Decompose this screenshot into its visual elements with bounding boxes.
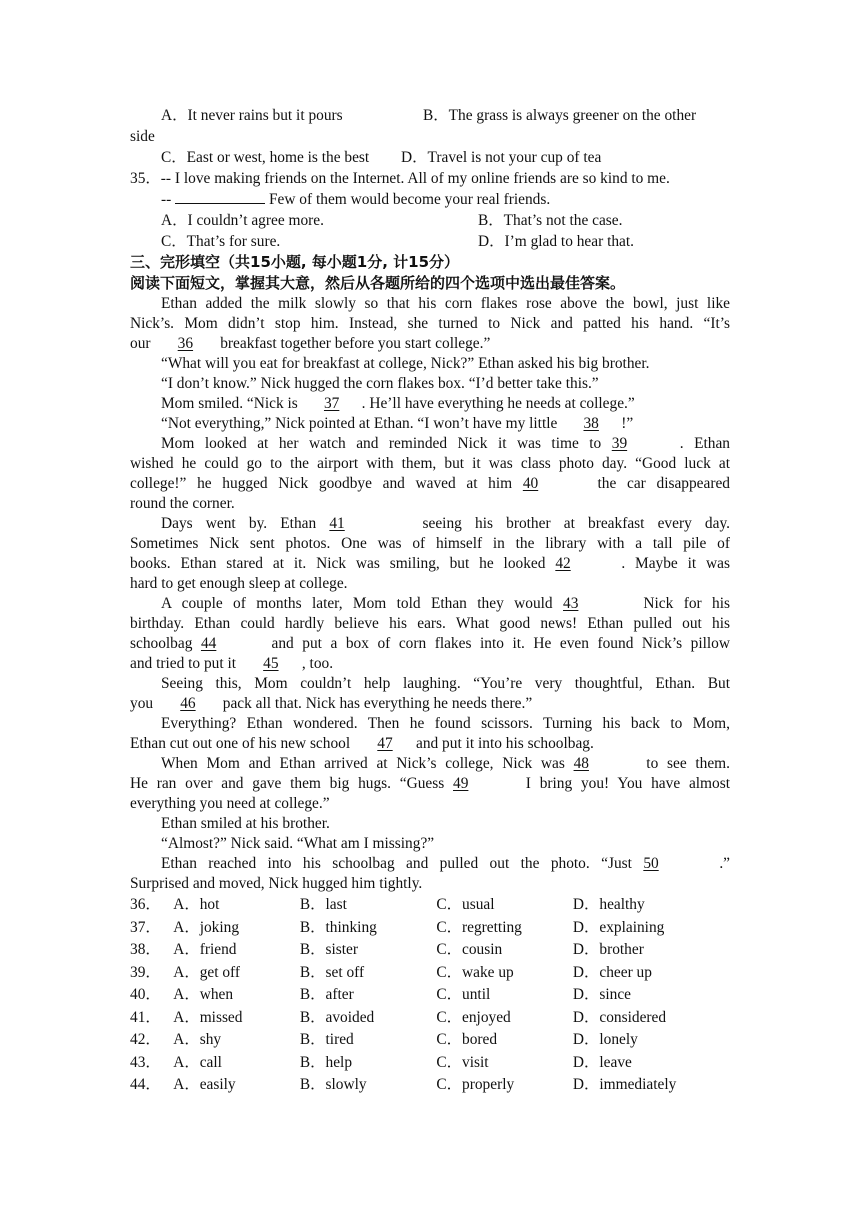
blank-49: 49 (453, 775, 469, 792)
passage-line: round the corner. (130, 495, 235, 512)
q35-option-b: B．That’s not the case. (478, 212, 623, 229)
passage-text: college!” he hugged Nick goodbye and waved at him (130, 475, 523, 492)
passage-text: Nick for his (633, 595, 730, 612)
passage-text: !” (621, 415, 634, 432)
answer-row-37 (130, 917, 730, 940)
option-b: B．tired (299, 1031, 354, 1048)
passage-text: “Not everything,” Nick pointed at Ethan. “I won’t have my little (161, 415, 562, 432)
q34-option-b: B．The grass is always greener on the other (423, 107, 697, 124)
passage-line: Nick’s. Mom didn’t stop him. Instead, she turned to Nick and patted his hand. “It’s (130, 315, 730, 332)
passage-line (130, 414, 730, 434)
passage-text: Days went by. Ethan (161, 515, 330, 532)
option-b: B．avoided (299, 1008, 375, 1026)
passage-line (130, 774, 730, 794)
passage-text: Mom looked at her watch and reminded Nick it was time to (161, 435, 612, 452)
passage-line (130, 854, 730, 874)
question-number: 40． (130, 986, 161, 1003)
question-number: 44． (130, 1076, 161, 1093)
blank-47: 47 (377, 735, 393, 752)
answer-row-42 (130, 1029, 730, 1052)
q35-options-row-2 (130, 231, 730, 252)
passage-line (130, 654, 730, 674)
passage-text: our (130, 335, 155, 352)
answer-row-43 (130, 1052, 730, 1075)
passage-line (130, 474, 730, 494)
passage-line: Ethan smiled at his brother. (161, 815, 330, 832)
option-a: A．missed (173, 1008, 243, 1026)
passage-text: .” (719, 855, 730, 872)
passage-line: Sometimes Nick sent photos. One was of himself in the library with a tall pile of (130, 535, 730, 552)
option-b: B．last (299, 896, 347, 913)
answer-row-38 (130, 939, 730, 962)
question-number: 39． (130, 963, 161, 981)
passage-text: . Maybe it was (621, 555, 730, 572)
q34-option-b-continuation (130, 126, 730, 147)
q34-option-c: C．East or west, home is the best (161, 149, 370, 166)
passage-text: seeing his brother at breakfast every day. (409, 515, 730, 532)
question-number: 36． (130, 896, 161, 913)
passage-text: books. Ethan stared at it. Nick was smiling, but he looked (130, 555, 556, 572)
blank-38: 38 (583, 415, 599, 432)
blank-44: 44 (200, 635, 217, 652)
passage-line (130, 594, 730, 614)
blank-45: 45 (263, 655, 279, 672)
q34-option-d: D．Travel is not your cup of tea (401, 149, 602, 166)
option-b: B．help (299, 1053, 353, 1071)
question-number: 42． (130, 1031, 161, 1048)
q35-response-line (130, 189, 730, 210)
option-b: B．after (299, 986, 354, 1003)
question-number: 43． (130, 1053, 161, 1071)
option-d: D．immediately (572, 1076, 677, 1093)
blank-37: 37 (323, 395, 340, 412)
q34-options-row-2 (130, 147, 730, 168)
passage-text: and put it into his schoolbag. (415, 735, 594, 752)
passage-line: “I don’t know.” Nick hugged the corn flakes box. “I’d better take this.” (161, 375, 599, 392)
answer-row-44 (130, 1074, 730, 1097)
option-c: C．bored (436, 1031, 498, 1048)
passage-line: Seeing this, Mom couldn’t help laughing. “You’re very thoughtful, Ethan. But (161, 675, 730, 692)
option-a: A．call (173, 1053, 222, 1071)
blank-42: 42 (555, 555, 571, 572)
passage-line (130, 754, 730, 774)
passage-line: “Almost?” Nick said. “What am I missing?” (161, 835, 435, 852)
option-b: B．set off (299, 963, 365, 981)
q35-question-line: 35．-- I love making friends on the Internet. All of my online friends are so kind to me. (130, 170, 670, 187)
option-c: C．usual (436, 896, 495, 913)
option-c: C．cousin (436, 941, 503, 958)
passage-text: . He’ll have everything he needs at college.” (361, 395, 635, 412)
option-d: D．leave (572, 1053, 632, 1071)
option-c: C．regretting (436, 918, 522, 936)
passage-line: hard to get enough sleep at college. (130, 575, 348, 592)
passage-line (130, 394, 730, 414)
section-instruction: 阅读下面短文，掌握其大意，然后从各题所给的四个选项中选出最佳答案。 (130, 274, 626, 292)
passage-text: to see them. (637, 755, 730, 772)
passage-text: A couple of months later, Mom told Ethan they would (161, 595, 564, 612)
blank-41: 41 (329, 515, 345, 532)
passage-text: you (130, 695, 157, 712)
option-d: D．lonely (572, 1031, 638, 1048)
option-c: C．wake up (436, 963, 514, 981)
q35-answer-blank (175, 189, 265, 204)
question-number: 41． (130, 1008, 161, 1026)
page-content (130, 105, 730, 1097)
option-d: D．cheer up (572, 963, 652, 981)
q35-option-a: A．I couldn’t agree more. (161, 212, 324, 229)
passage-text: breakfast together before you start college.” (216, 335, 491, 352)
answer-row-36 (130, 894, 730, 917)
passage-line (130, 694, 730, 714)
passage-text: schoolbag (130, 635, 201, 652)
blank-40: 40 (522, 475, 539, 492)
option-a: A．shy (173, 1031, 222, 1048)
passage-line (130, 334, 730, 354)
passage-line (130, 734, 730, 754)
option-d: D．healthy (572, 896, 645, 913)
passage-line: Surprised and moved, Nick hugged him tightly. (130, 875, 423, 892)
passage-text: and put a box of corn flakes into it. He even found Nick’s pillow (262, 635, 730, 652)
option-c: C．visit (436, 1053, 489, 1071)
option-c: C．enjoyed (436, 1008, 511, 1026)
passage-line: “What will you eat for breakfast at college, Nick?” Ethan asked his big brother. (161, 355, 650, 372)
option-b: B．sister (299, 941, 359, 958)
option-a: A．when (173, 986, 234, 1003)
option-a: A．easily (173, 1076, 236, 1093)
q34-option-a: A．It never rains but it pours (161, 107, 343, 124)
passage-line (130, 634, 730, 654)
question-number: 37． (130, 918, 161, 936)
option-a: A．friend (173, 941, 237, 958)
blank-39: 39 (611, 435, 628, 452)
blank-43: 43 (563, 595, 579, 612)
passage-text: Mom smiled. “Nick is (161, 395, 302, 412)
passage-line: wished he could go to the airport with them, but it was class photo day. “Good luck at (130, 455, 730, 472)
passage-text: . Ethan (679, 435, 730, 452)
question-number: 38． (130, 941, 161, 958)
passage-line: everything you need at college.” (130, 795, 330, 812)
passage-text: I bring you! You have almost (517, 775, 730, 792)
q35-option-d: D．I’m glad to hear that. (478, 233, 634, 250)
option-a: A．joking (173, 918, 240, 936)
passage-line: Ethan added the milk slowly so that his corn flakes rose above the bowl, just like (161, 295, 730, 312)
passage-line: birthday. Ethan could hardly believe his ears. What good news! Ethan pulled out his (130, 615, 730, 632)
blank-36: 36 (177, 335, 194, 352)
q34-options-row-1 (130, 105, 730, 126)
answer-options (130, 894, 730, 1097)
blank-48: 48 (573, 755, 589, 772)
passage-text: , too. (301, 655, 334, 672)
answer-row-41 (130, 1007, 730, 1030)
option-b: B．slowly (299, 1076, 367, 1093)
passage-line (130, 514, 730, 534)
answer-row-40 (130, 984, 730, 1007)
passage-text: the car disappeared (586, 475, 730, 492)
passage-text: When Mom and Ethan arrived at Nick’s college, Nick was (161, 755, 574, 772)
passage-text: Ethan cut out one of his new school (130, 735, 354, 752)
q34-option-b-cont: side (130, 128, 155, 145)
option-b: B．thinking (299, 918, 377, 936)
blank-46: 46 (180, 695, 196, 712)
option-d: D．explaining (572, 918, 665, 936)
option-c: C．until (436, 986, 491, 1003)
passage-text: and tried to put it (130, 655, 240, 672)
q35-dash: -- (161, 191, 176, 208)
q35-response-text: Few of them would become your real friends. (265, 191, 551, 208)
q35-option-c: C．That’s for sure. (161, 233, 281, 250)
section-title: 三、完形填空（共15小题, 每小题1分, 计15分） (130, 253, 460, 271)
option-d: D．since (572, 986, 632, 1003)
option-c: C．properly (436, 1076, 515, 1093)
passage-text: pack all that. Nick has everything he needs there.” (218, 695, 533, 712)
passage-line: Everything? Ethan wondered. Then he found scissors. Turning his back to Mom, (161, 715, 730, 732)
answer-row-39 (130, 962, 730, 985)
passage-text: Ethan reached into his schoolbag and pulled out the photo. “Just (161, 855, 644, 872)
q35-options-row-1 (130, 210, 730, 231)
option-d: D．considered (572, 1008, 667, 1026)
option-a: A．hot (173, 896, 220, 913)
passage-line (130, 554, 730, 574)
option-a: A．get off (173, 963, 241, 981)
passage-text: He ran over and gave them big hugs. “Guess (130, 775, 454, 792)
option-d: D．brother (572, 941, 644, 958)
passage-line (130, 434, 730, 454)
blank-50: 50 (643, 855, 659, 872)
